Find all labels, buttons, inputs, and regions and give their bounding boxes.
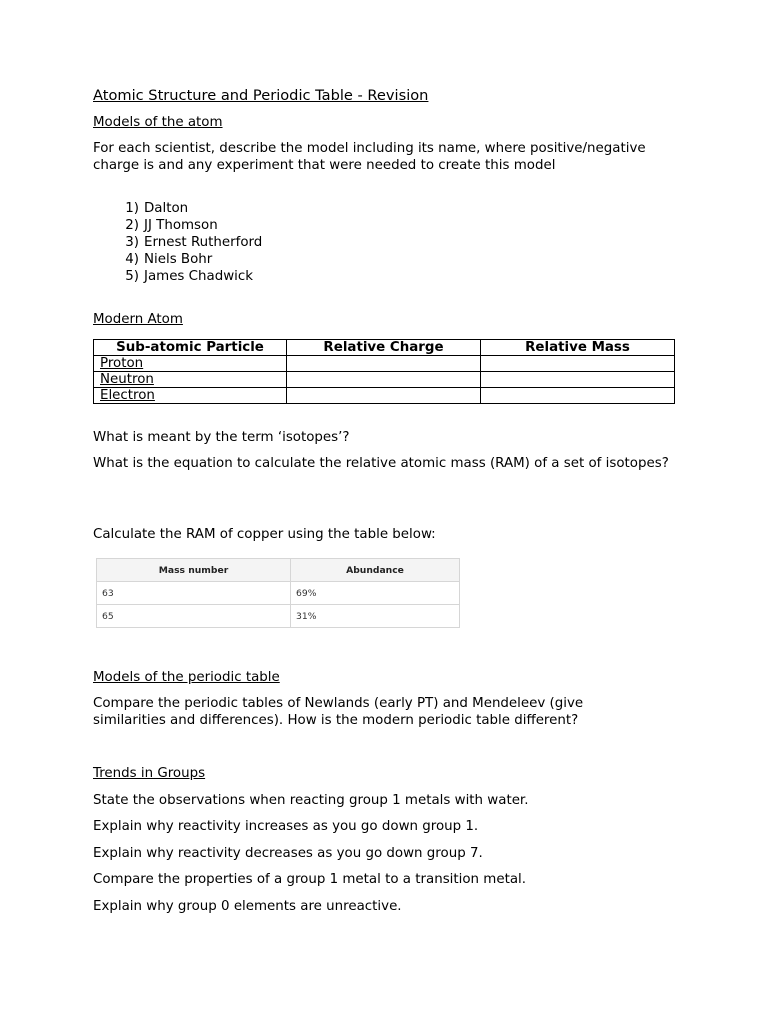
document-title: Atomic Structure and Periodic Table - Revision: [93, 87, 429, 104]
table-row: [97, 582, 460, 605]
table-header-row: [94, 340, 675, 356]
scientist-name: James Chadwick: [144, 269, 254, 284]
table-header-row: [97, 559, 460, 582]
list-number: 2): [125, 218, 139, 233]
abundance-cell: 31%: [291, 605, 460, 628]
charge-cell: [287, 372, 481, 388]
list-item: [93, 217, 262, 234]
list-item: [93, 200, 262, 217]
scientist-list: [93, 200, 262, 285]
table-row: [94, 388, 675, 404]
trends-question: State the observations when reacting group 1 metals with water.: [93, 793, 529, 808]
copper-table-image: [96, 558, 460, 628]
mass-number-cell: 65: [97, 605, 291, 628]
trends-question: Explain why group 0 elements are unreactive.: [93, 899, 402, 914]
table-row: [94, 372, 675, 388]
trends-heading: Trends in Groups: [93, 766, 206, 781]
column-header: Mass number: [97, 559, 291, 582]
mass-cell: [481, 356, 675, 372]
copper-ram-question: Calculate the RAM of copper using the table below:: [93, 527, 436, 542]
modern-atom-heading: Modern Atom: [93, 312, 183, 327]
mass-number-cell: 63: [97, 582, 291, 605]
charge-cell: [287, 356, 481, 372]
list-number: 5): [125, 269, 139, 284]
scientist-name: JJ Thomson: [144, 218, 218, 233]
column-header: Relative Charge: [287, 340, 481, 356]
scientist-name: Dalton: [144, 201, 189, 216]
periodic-models-heading: Models of the periodic table: [93, 670, 280, 685]
column-header: Relative Mass: [481, 340, 675, 356]
list-item: [93, 234, 262, 251]
trends-question: Compare the properties of a group 1 metal to a transition metal.: [93, 872, 527, 887]
scientist-name: Niels Bohr: [144, 252, 213, 267]
table-row: [97, 605, 460, 628]
periodic-models-question: Compare the periodic tables of Newlands (early PT) and Mendeleev (give similarities and differences). How is the modern periodic table different?: [93, 696, 584, 728]
abundance-cell: 69%: [291, 582, 460, 605]
column-header: Abundance: [291, 559, 460, 582]
table-row: [94, 356, 675, 372]
particle-cell: Electron: [94, 388, 287, 404]
particle-cell: Neutron: [94, 372, 287, 388]
models-atom-instructions: For each scientist, describe the model including its name, where positive/negative charge is and any experiment that were needed to create this model: [93, 141, 646, 173]
list-number: 1): [125, 201, 139, 216]
copper-isotope-table: [96, 558, 460, 628]
list-number: 4): [125, 252, 139, 267]
charge-cell: [287, 388, 481, 404]
particle-cell: Proton: [94, 356, 287, 372]
ram-equation-question: What is the equation to calculate the relative atomic mass (RAM) of a set of isotopes?: [93, 456, 669, 471]
isotopes-question: What is meant by the term ‘isotopes’?: [93, 430, 350, 445]
scientist-name: Ernest Rutherford: [144, 235, 263, 250]
trends-question: Explain why reactivity decreases as you go down group 7.: [93, 846, 483, 861]
list-item: [93, 268, 262, 285]
column-header: Sub-atomic Particle: [94, 340, 287, 356]
mass-cell: [481, 388, 675, 404]
modern-atom-table: [93, 339, 675, 404]
models-atom-heading: Models of the atom: [93, 115, 223, 130]
list-number: 3): [125, 235, 139, 250]
list-item: [93, 251, 262, 268]
trends-question: Explain why reactivity increases as you go down group 1.: [93, 819, 479, 834]
mass-cell: [481, 372, 675, 388]
